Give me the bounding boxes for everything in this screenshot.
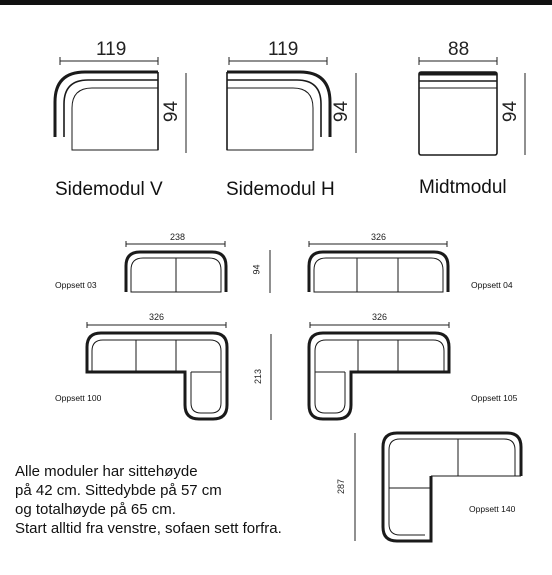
layout-oppsett-04 xyxy=(309,241,448,292)
dim-width-sidemodul-v: 119 xyxy=(96,39,127,60)
layout-oppsett-100 xyxy=(87,322,271,420)
dim-width-oppsett-105: 326 xyxy=(372,312,388,322)
dim-width-sidemodul-h: 119 xyxy=(268,39,299,60)
note-line: på 42 cm. Sittedybde på 57 cm xyxy=(15,482,222,499)
dim-width-midtmodul: 88 xyxy=(448,39,470,60)
dim-height-sidemodul-v: 94 xyxy=(161,100,183,123)
dim-depth-oppsett-140: 287 xyxy=(336,478,347,495)
layout-label-oppsett-140: Oppsett 140 xyxy=(469,504,516,514)
dim-width-oppsett-04: 326 xyxy=(371,232,387,242)
layout-label-oppsett-04: Oppsett 04 xyxy=(471,280,513,290)
note-line: Start alltid fra venstre, sofaen sett forfra. xyxy=(15,520,282,537)
layout-oppsett-105 xyxy=(309,322,449,419)
dim-width-oppsett-100: 326 xyxy=(149,312,165,322)
layout-oppsett-140 xyxy=(355,433,521,541)
dim-depth-row2: 213 xyxy=(253,368,264,385)
dim-width-oppsett-03: 238 xyxy=(170,232,186,242)
note-line: Alle moduler har sittehøyde xyxy=(15,463,198,480)
dim-height-sidemodul-h: 94 xyxy=(331,100,353,123)
layout-label-oppsett-03: Oppsett 03 xyxy=(55,280,97,290)
module-name-sidemodul-v: Sidemodul V xyxy=(55,179,163,200)
dim-depth-row1: 94 xyxy=(251,264,262,275)
layout-label-oppsett-100: Oppsett 100 xyxy=(55,393,102,403)
note-line: og totalhøyde på 65 cm. xyxy=(15,501,176,518)
dim-height-midtmodul: 94 xyxy=(500,100,522,123)
description-note xyxy=(15,462,335,538)
module-name-midtmodul: Midtmodul xyxy=(419,177,507,198)
layout-label-oppsett-105: Oppsett 105 xyxy=(471,393,518,403)
layout-oppsett-03 xyxy=(126,241,270,293)
module-name-sidemodul-h: Sidemodul H xyxy=(226,179,335,200)
